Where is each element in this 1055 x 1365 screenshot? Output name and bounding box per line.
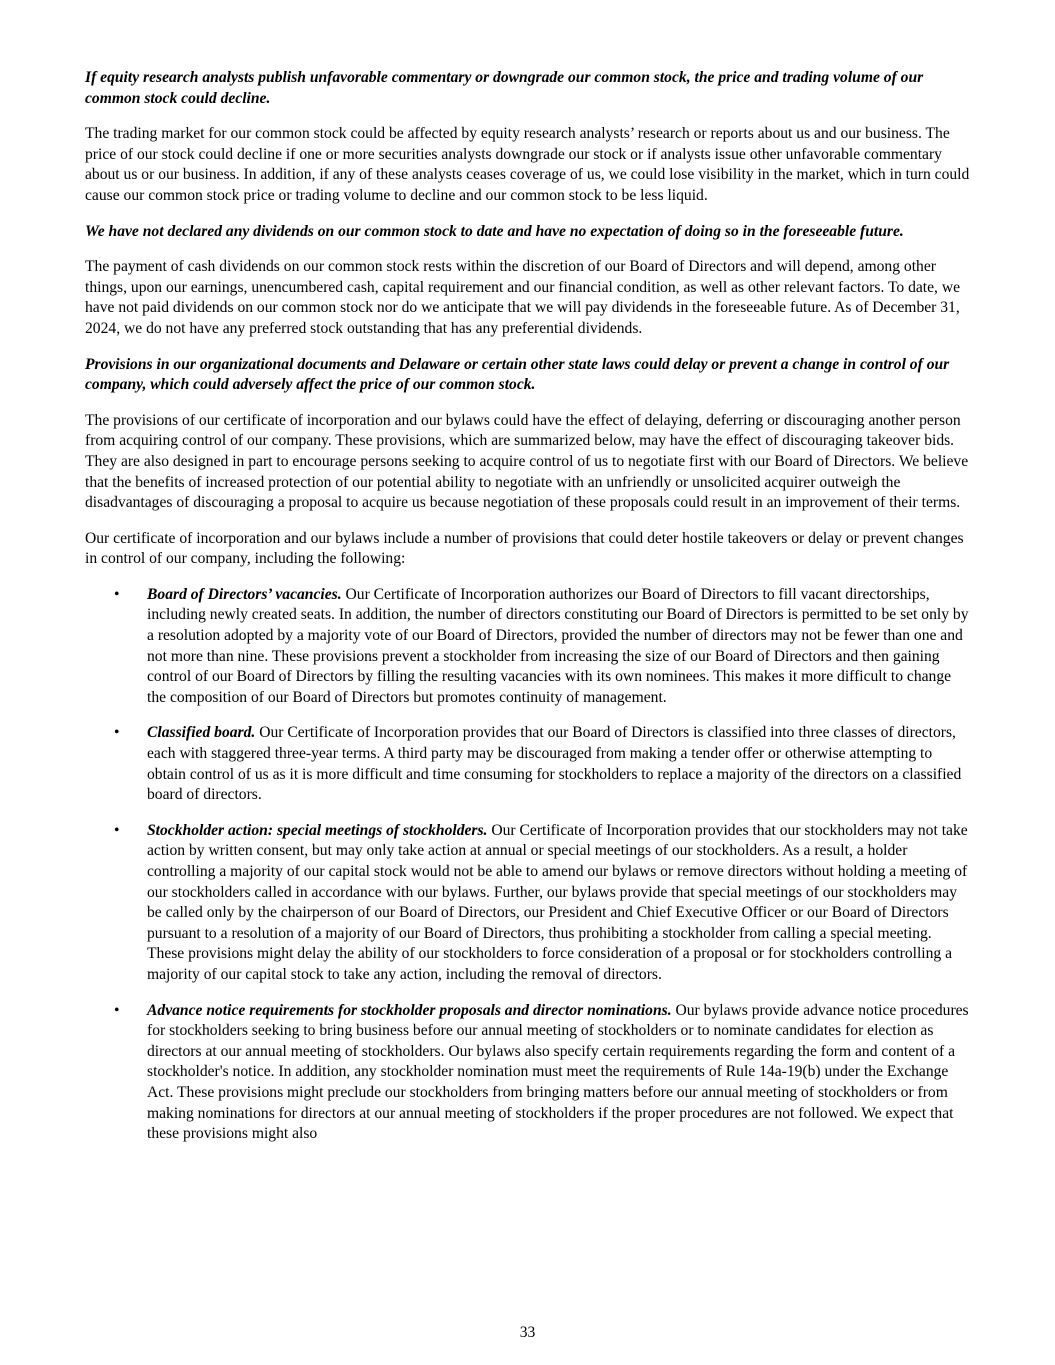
section-heading-anti-takeover: Provisions in our organizational documents and Delaware or certain other state laws could delay or prevent a change in control of our company, which could adversely affect the price of our common stock.: [85, 355, 950, 394]
paragraph-equity-research: The trading market for our common stock could be affected by equity research analysts’ research or reports about us and our business. The price of our stock could decline if one or more securities analysts downgrade our stock or if analysts issue other unfavorable commentary about us or our business. In addition, if any of these analysts ceases coverage of us, we could lose visibility in the market, which in turn could cause our common stock price or trading volume to decline and our common stock to be less liquid.: [85, 125, 970, 204]
list-item: [85, 585, 971, 709]
bullet-text: Our Certificate of Incorporation provides that our stockholders may not take action by written consent, but may only take action at annual or special meetings of our stockholders. As a result, a holder controlling a majority of our capital stock would not be able to amend our bylaws or remove directors without holding a meeting of our stockholders called in accordance with our bylaws. Further, our bylaws provide that special meetings of our stockholders may be called only by the chairperson of our Board of Directors, our President and Chief Executive Officer or our Board of Directors pursuant to a resolution of a majority of our Board of Directors, thus prohibiting a stockholder from calling a special meeting. These provisions might delay the ability of our stockholders to force consideration of a proposal or for stockholders controlling a majority of our capital stock to take any action, including the removal of directors.: [147, 821, 968, 983]
section-heading-dividends: We have not declared any dividends on our common stock to date and have no expectation of doing so in the foreseeable future.: [85, 222, 904, 240]
bullet-title: Stockholder action: special meetings of stockholders.: [147, 821, 488, 839]
section-heading-equity-research: If equity research analysts publish unfavorable commentary or downgrade our common stock, the price and trading volume of our common stock could decline.: [85, 69, 924, 107]
bullet-marker: •: [114, 1001, 120, 1019]
page-number: 33: [519, 1324, 536, 1341]
paragraph-anti-takeover: The provisions of our certificate of incorporation and our bylaws could have the effect of delaying, deferring or discouraging another person from acquiring control of our company. These provisions, which are summarized below, may have the effect of discouraging takeover bids. They are also designed in part to encourage persons seeking to acquire control of us to negotiate first with our Board of Directors. We believe that the benefits of increased protection of our potential ability to negotiate with an unfriendly or unsolicited acquirer outweigh the disadvantages of discouraging a proposal to acquire us because negotiation of these proposals could result in an improvement of their terms.: [85, 411, 969, 512]
bullet-text: Our Certificate of Incorporation authorizes our Board of Directors to fill vacant directorships, including newly created seats. In addition, the number of directors constituting our Board of Directors is permitted to be set only by a resolution adopted by a majority vote of our Board of Directors, provided the number of directors may not be fewer than one and not more than nine. These provisions prevent a stockholder from increasing the size of our Board of Directors and then gaining control of our Board of Directors by filling the resulting vacancies with its own nominees. This makes it more difficult to change the composition of our Board of Directors but promotes continuity of management.: [147, 585, 969, 706]
document-page: [85, 68, 971, 1160]
bullet-title: Classified board.: [147, 724, 256, 742]
paragraph-provisions-intro: Our certificate of incorporation and our bylaws include a number of provisions that could deter hostile takeovers or delay or prevent changes in control of our company, including the following:: [85, 529, 964, 568]
list-item: [85, 1001, 971, 1145]
provisions-list: [85, 585, 971, 1145]
bullet-text: Our Certificate of Incorporation provides that our Board of Directors is classified into three classes of directors, each with staggered three-year terms. A third party may be discouraged from making a tender offer or otherwise attempting to obtain control of us as it is more difficult and time consuming for stockholders to replace a majority of the directors on a classified board of directors.: [147, 724, 962, 804]
paragraph-dividends: The payment of cash dividends on our common stock rests within the discretion of our Board of Directors and will depend, among other things, upon our earnings, unencumbered cash, capital requirement and our financial condition, as well as other relevant factors. To date, we have not paid dividends on our common stock nor do we anticipate that we will pay dividends in the foreseeable future. As of December 31, 2024, we do not have any preferred stock outstanding that has any preferential dividends.: [85, 258, 961, 337]
bullet-marker: •: [114, 724, 120, 742]
list-item: [85, 723, 971, 805]
bullet-marker: •: [114, 585, 120, 603]
bullet-title: Board of Directors’ vacancies.: [147, 585, 342, 603]
bullet-title: Advance notice requirements for stockholder proposals and director nominations.: [147, 1001, 672, 1019]
bullet-marker: •: [114, 821, 120, 839]
bullet-text: Our bylaws provide advance notice procedures for stockholders seeking to bring business before our annual meeting of stockholders or to nominate candidates for election as directors at our annual meeting of stockholders. Our bylaws also specify certain requirements regarding the form and content of a stockholder's notice. In addition, any stockholder nomination must meet the requirements of Rule 14a-19(b) under the Exchange Act. These provisions might preclude our stockholders from bringing matters before our annual meeting of stockholders or from making nominations for directors at our annual meeting of stockholders if the proper procedures are not followed. We expect that these provisions might also: [147, 1001, 969, 1143]
list-item: [85, 821, 971, 986]
